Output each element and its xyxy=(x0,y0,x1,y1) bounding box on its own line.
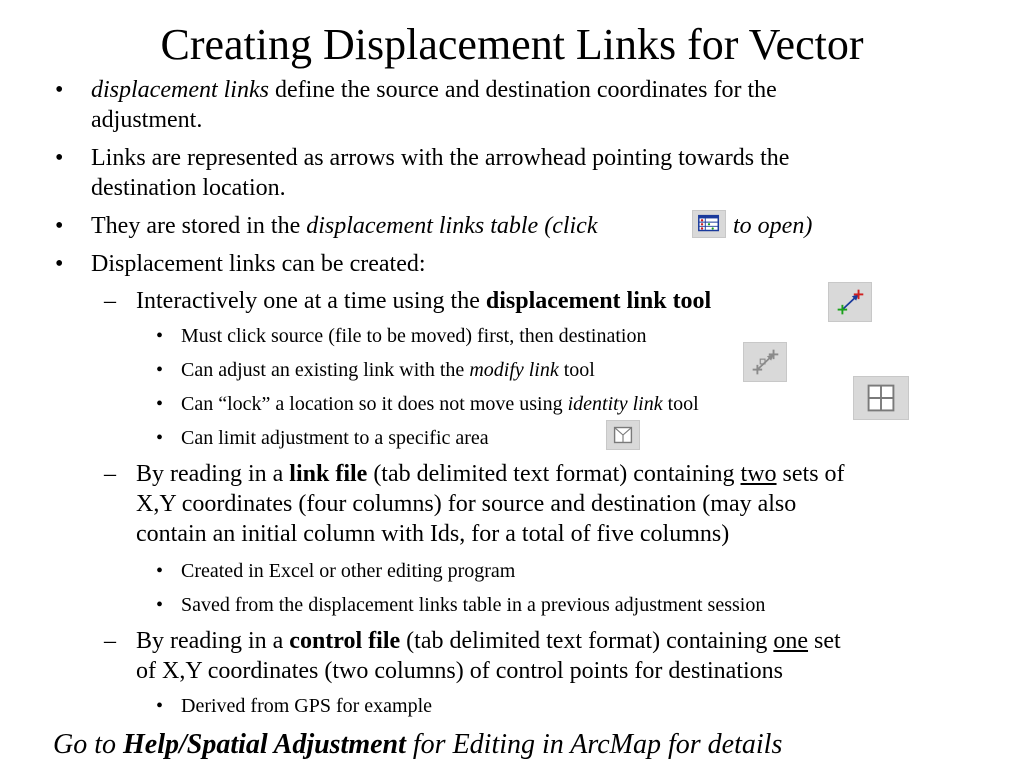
subbullet-continuation: X,Y coordinates (four columns) for source and destination (may also xyxy=(136,491,797,517)
bullet-marker: • xyxy=(156,427,164,449)
bold-link-file: link file xyxy=(289,461,368,487)
bullet-marker: • xyxy=(55,145,64,171)
dash-marker: – xyxy=(104,461,116,487)
item-saved-table: Saved from the displacement links table in a previous adjustment session xyxy=(181,594,766,616)
item-identity-link xyxy=(181,392,699,416)
bullet-marker: • xyxy=(55,213,64,239)
item-click-source: Must click source (file to be moved) first, then destination xyxy=(181,325,647,347)
footer-text: Go to xyxy=(53,729,123,760)
bullet-text: define the source and destination coordinates for the xyxy=(268,77,777,103)
emphasis-identity-link: identity link xyxy=(567,393,663,415)
bullet-stored-table xyxy=(91,211,597,241)
dash-marker: – xyxy=(104,288,116,314)
subbullet-interactively xyxy=(136,286,711,316)
item-text: Can “lock” a location so it does not move using xyxy=(181,393,568,415)
subbullet-continuation: contain an initial column with Ids, for a total of five columns) xyxy=(136,521,730,547)
item-text: Can adjust an existing link with the xyxy=(181,359,470,381)
bullet-marker: • xyxy=(156,359,164,381)
item-created-excel: Created in Excel or other editing program xyxy=(181,560,516,582)
item-limit-area: Can limit adjustment to a specific area xyxy=(181,427,489,449)
identity-link-tool-icon[interactable] xyxy=(853,376,909,420)
bold-displacement-link-tool: displacement link tool xyxy=(485,288,712,314)
footer-text: for Editing in ArcMap for details xyxy=(405,729,783,760)
bold-help-spatial-adjustment: Help/Spatial Adjustment xyxy=(123,729,406,760)
bullet-can-be-created: Displacement links can be created: xyxy=(91,251,426,277)
subbullet-text: Interactively one at a time using the xyxy=(136,288,486,314)
table-icon[interactable] xyxy=(692,210,726,238)
limit-area-tool-icon[interactable] xyxy=(606,420,640,450)
underline-two: two xyxy=(740,461,777,487)
displacement-link-tool-icon[interactable] xyxy=(828,282,872,322)
underline-one: one xyxy=(773,628,809,654)
modify-link-tool-icon[interactable] xyxy=(743,342,787,382)
footer-note xyxy=(53,727,782,763)
bullet-marker: • xyxy=(156,594,164,616)
bullet-marker: • xyxy=(156,393,164,415)
subbullet-continuation: of X,Y coordinates (two columns) of control points for destinations xyxy=(136,658,783,684)
bullet-marker: • xyxy=(156,695,164,717)
bullet-marker: • xyxy=(55,77,64,103)
item-modify-link xyxy=(181,358,595,382)
emphasis-links-table: displacement links table (click xyxy=(306,213,598,239)
subbullet-text: By reading in a xyxy=(136,628,290,654)
bullet-text: They are stored in the xyxy=(91,213,307,239)
bullet-marker: • xyxy=(156,325,164,347)
item-derived-gps: Derived from GPS for example xyxy=(181,695,433,717)
bullet-continuation: adjustment. xyxy=(91,107,203,133)
bullet-displacement-links xyxy=(91,75,777,105)
subbullet-text: (tab delimited text format) containing xyxy=(367,461,741,487)
subbullet-text: sets of xyxy=(776,461,845,487)
emphasis-displacement-links: displacement links xyxy=(91,77,269,103)
bullet-links-arrows: Links are represented as arrows with the arrowhead pointing towards the xyxy=(91,145,790,171)
subbullet-link-file xyxy=(136,459,845,489)
emphasis-modify-link: modify link xyxy=(469,359,559,381)
slide-title: Creating Displacement Links for Vector xyxy=(160,20,864,69)
bullet-continuation: destination location. xyxy=(91,175,286,201)
subbullet-text: set xyxy=(808,628,841,654)
bullet-marker: • xyxy=(55,251,64,277)
item-text: tool xyxy=(662,393,699,415)
subbullet-control-file xyxy=(136,626,841,656)
bold-control-file: control file xyxy=(289,628,401,654)
subbullet-text: (tab delimited text format) containing xyxy=(400,628,774,654)
emphasis-to-open: to open) xyxy=(733,213,813,239)
bullet-marker: • xyxy=(156,560,164,582)
dash-marker: – xyxy=(104,628,116,654)
subbullet-text: By reading in a xyxy=(136,461,290,487)
item-text: tool xyxy=(558,359,595,381)
